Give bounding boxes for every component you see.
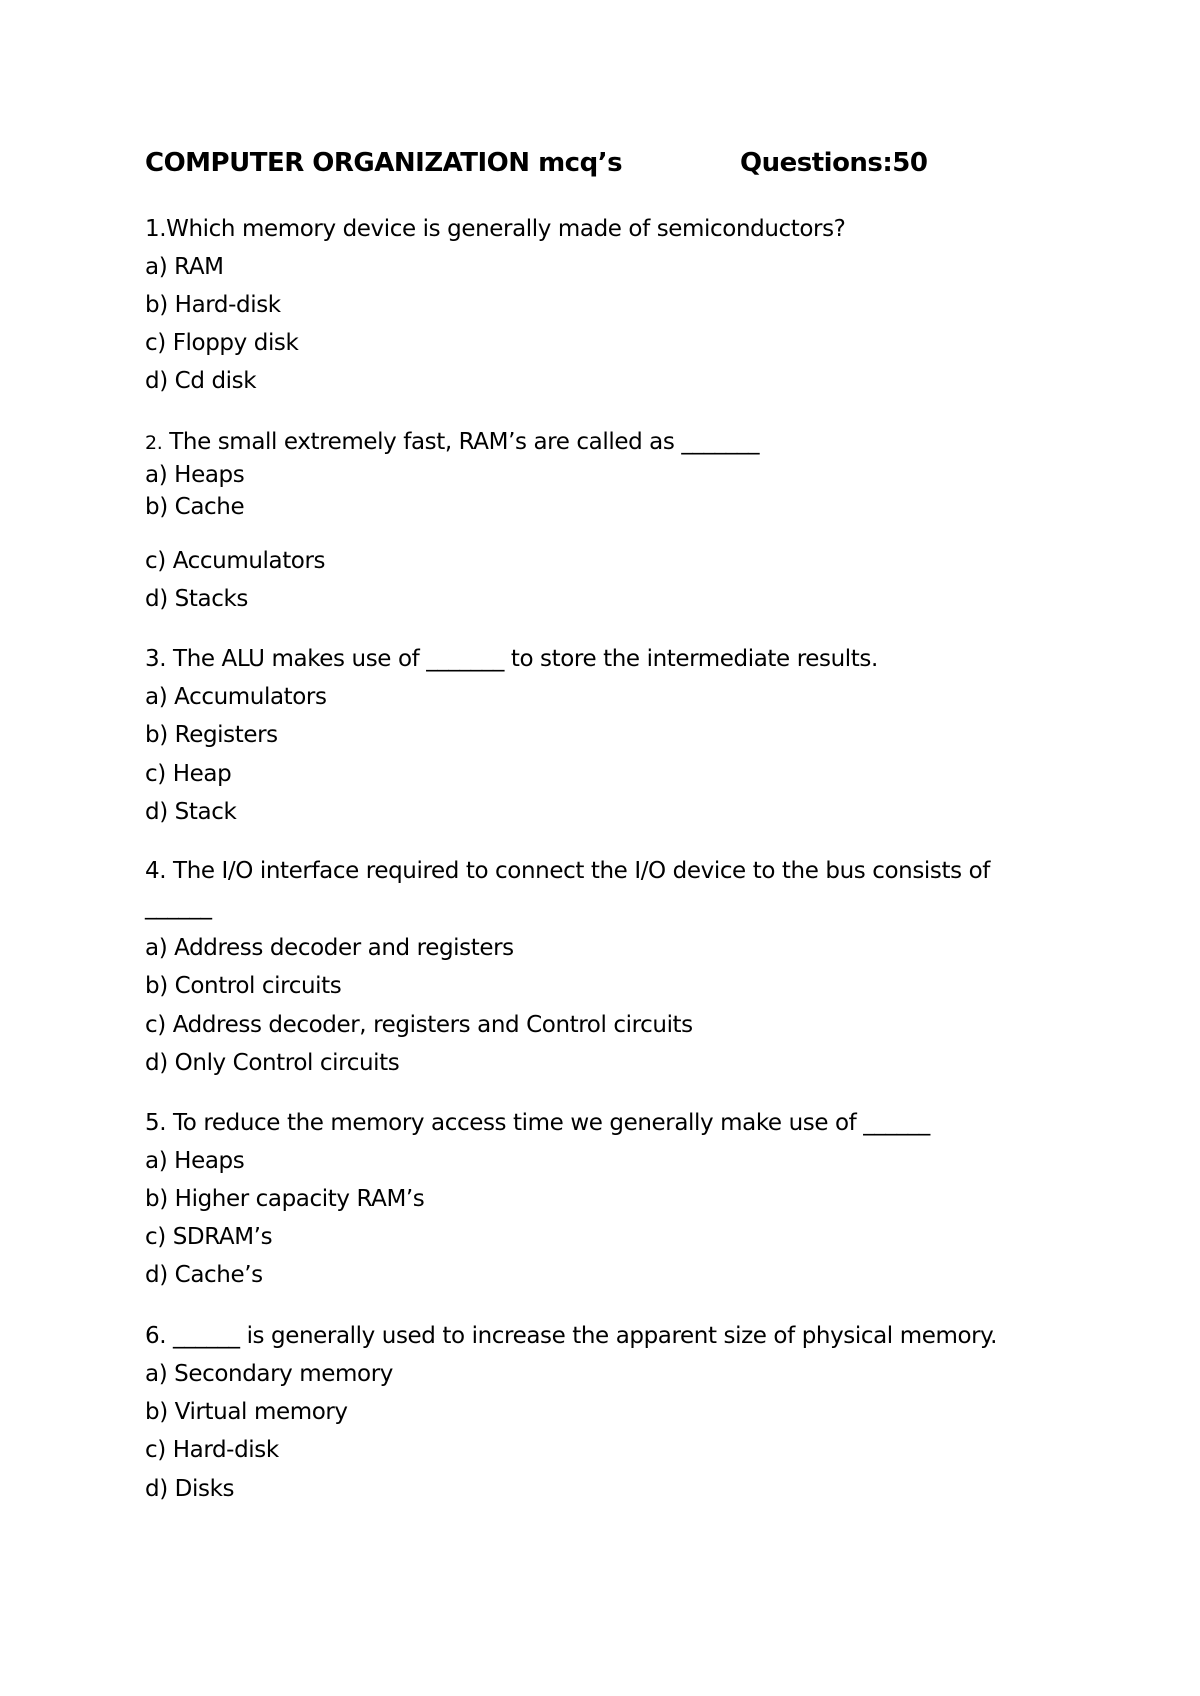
question-4-blank: ______: [145, 894, 212, 920]
question-2-option-b: b) Cache: [145, 494, 245, 520]
question-5-option-a: a) Heaps: [145, 1148, 245, 1174]
question-count: Questions:50: [740, 148, 928, 178]
question-5-option-b: b) Higher capacity RAM’s: [145, 1186, 425, 1212]
question-1-option-b: b) Hard-disk: [145, 292, 281, 318]
question-3-text: 3. The ALU makes use of _______ to store the intermediate results.: [145, 646, 878, 672]
question-1-text: 1.Which memory device is generally made of semiconductors?: [145, 216, 846, 242]
question-3-option-a: a) Accumulators: [145, 684, 327, 710]
question-6-option-b: b) Virtual memory: [145, 1399, 348, 1425]
question-3-option-b: b) Registers: [145, 722, 278, 748]
question-3-option-c: c) Heap: [145, 761, 232, 787]
question-6-option-a: a) Secondary memory: [145, 1361, 393, 1387]
question-5-option-c: c) SDRAM’s: [145, 1224, 273, 1250]
question-6-option-d: d) Disks: [145, 1476, 235, 1502]
question-4-option-a: a) Address decoder and registers: [145, 935, 514, 961]
question-5-text: 5. To reduce the memory access time we generally make use of ______: [145, 1110, 930, 1136]
question-2-option-d: d) Stacks: [145, 586, 248, 612]
question-2-body: The small extremely fast, RAM’s are called as _______: [162, 429, 760, 455]
question-2-option-a: a) Heaps: [145, 462, 245, 488]
document-title: COMPUTER ORGANIZATION mcq’s: [145, 148, 623, 178]
question-1-option-c: c) Floppy disk: [145, 330, 299, 356]
question-3-option-d: d) Stack: [145, 799, 237, 825]
question-2-number: 2.: [145, 432, 163, 454]
question-1-option-d: d) Cd disk: [145, 368, 257, 394]
question-4-option-b: b) Control circuits: [145, 973, 342, 999]
question-6-option-c: c) Hard-disk: [145, 1437, 279, 1463]
question-5-option-d: d) Cache’s: [145, 1262, 263, 1288]
question-1-option-a: a) RAM: [145, 254, 224, 280]
question-4-option-d: d) Only Control circuits: [145, 1050, 400, 1076]
question-4-option-c: c) Address decoder, registers and Control circuits: [145, 1012, 693, 1038]
question-2-text: [145, 431, 759, 454]
question-6-text: 6. ______ is generally used to increase the apparent size of physical memory.: [145, 1323, 998, 1349]
question-4-text: 4. The I/O interface required to connect the I/O device to the bus consists of: [145, 858, 990, 884]
question-2-option-c: c) Accumulators: [145, 548, 326, 574]
